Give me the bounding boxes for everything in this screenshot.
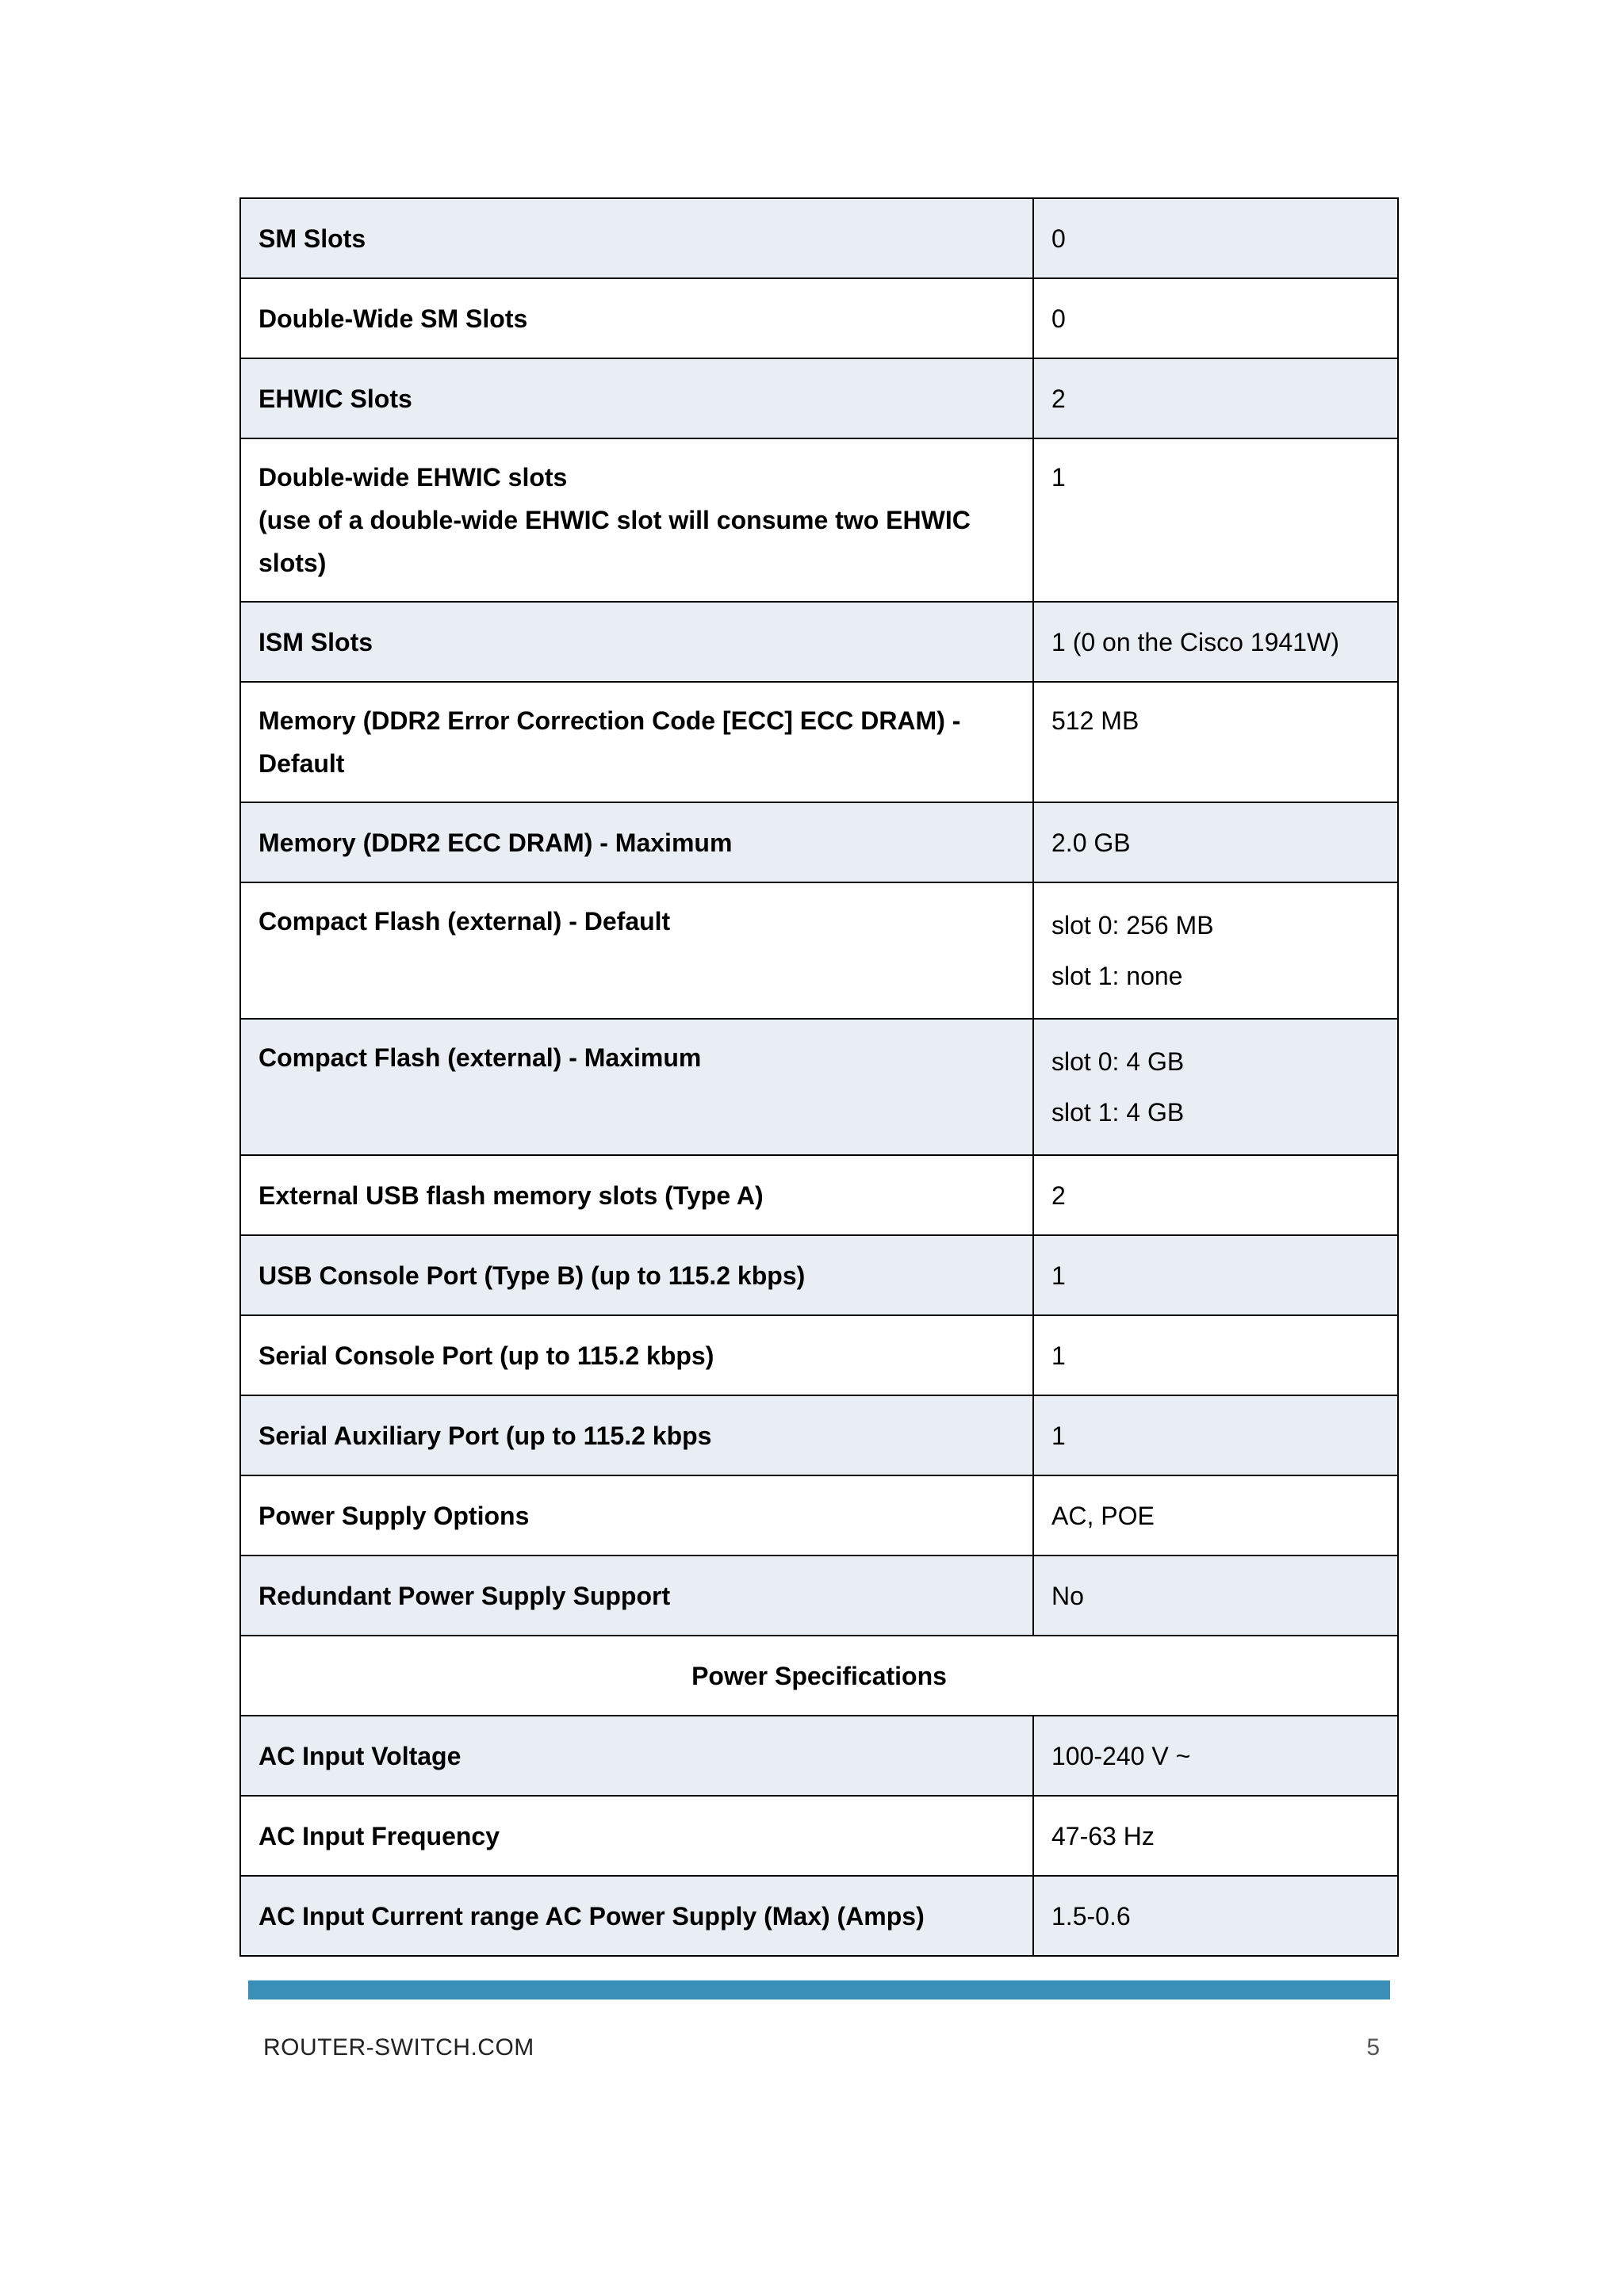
row-value xyxy=(1033,438,1398,602)
row-label xyxy=(240,1876,1033,1956)
table-row xyxy=(240,438,1398,602)
row-label xyxy=(240,1716,1033,1796)
row-value xyxy=(1033,278,1398,358)
row-value xyxy=(1033,1155,1398,1235)
table-row xyxy=(240,1395,1398,1475)
row-value xyxy=(1033,198,1398,278)
row-label xyxy=(240,278,1033,358)
footer-divider-bar xyxy=(248,1980,1390,1999)
row-label-text: External USB flash memory slots (Type A) xyxy=(259,1181,764,1210)
footer-site-name: ROUTER-SWITCH.COM xyxy=(263,2034,534,2061)
row-value-text: slot 0: 4 GB xyxy=(1051,1047,1185,1076)
row-value-text: AC, POE xyxy=(1051,1501,1155,1530)
row-value xyxy=(1033,1019,1398,1155)
row-label-text: ISM Slots xyxy=(259,627,373,656)
row-label xyxy=(240,802,1033,882)
row-label-text: EHWIC Slots xyxy=(259,384,412,413)
spec-table xyxy=(239,197,1399,1957)
row-value-text: No xyxy=(1051,1581,1084,1610)
table-row xyxy=(240,1716,1398,1796)
row-value xyxy=(1033,602,1398,682)
row-label xyxy=(240,1395,1033,1475)
table-row xyxy=(240,1475,1398,1556)
row-value xyxy=(1033,1315,1398,1395)
row-value-text: slot 1: 4 GB xyxy=(1051,1098,1185,1127)
table-row xyxy=(240,1796,1398,1876)
row-value-text: 0 xyxy=(1051,304,1066,333)
section-title: Power Specifications xyxy=(240,1636,1398,1716)
row-label-text: Serial Auxiliary Port (up to 115.2 kbps xyxy=(259,1421,712,1450)
row-label xyxy=(240,882,1033,1019)
row-value-text: 100-240 V ~ xyxy=(1051,1741,1191,1770)
row-label-text: slots) xyxy=(259,549,327,577)
row-label-text: USB Console Port (Type B) (up to 115.2 kbps) xyxy=(259,1261,806,1290)
row-label-text: Serial Console Port (up to 115.2 kbps) xyxy=(259,1341,714,1370)
row-value xyxy=(1033,1556,1398,1636)
row-label-text: Compact Flash (external) - Maximum xyxy=(259,1043,702,1072)
row-label xyxy=(240,682,1033,802)
row-label xyxy=(240,1019,1033,1155)
row-label-text: Redundant Power Supply Support xyxy=(259,1581,671,1610)
table-row xyxy=(240,1155,1398,1235)
row-value-text: 1 xyxy=(1051,1261,1066,1290)
row-label xyxy=(240,1315,1033,1395)
row-value xyxy=(1033,802,1398,882)
row-label xyxy=(240,438,1033,602)
table-row xyxy=(240,278,1398,358)
row-value-text: 2 xyxy=(1051,384,1066,413)
page-number: 5 xyxy=(1366,2034,1380,2061)
row-label-text: Power Supply Options xyxy=(259,1501,530,1530)
table-row xyxy=(240,1235,1398,1315)
table-row xyxy=(240,802,1398,882)
row-value xyxy=(1033,882,1398,1019)
row-value xyxy=(1033,1395,1398,1475)
row-value-text: 512 MB xyxy=(1051,706,1139,735)
table-row xyxy=(240,1019,1398,1155)
row-label-text: Memory (DDR2 ECC DRAM) - Maximum xyxy=(259,828,733,857)
row-label-text: AC Input Current range AC Power Supply (Max) (Amps) xyxy=(259,1901,925,1931)
row-label-text: AC Input Frequency xyxy=(259,1821,500,1850)
table-row xyxy=(240,358,1398,438)
row-value xyxy=(1033,1876,1398,1956)
table-row xyxy=(240,682,1398,802)
row-label-text: Compact Flash (external) - Default xyxy=(259,907,671,936)
table-row xyxy=(240,1556,1398,1636)
row-value xyxy=(1033,1796,1398,1876)
row-value-text: 47-63 Hz xyxy=(1051,1821,1155,1850)
table-row xyxy=(240,198,1398,278)
row-value-text: slot 1: none xyxy=(1051,962,1183,990)
row-label-text: (use of a double-wide EHWIC slot will consume two EHWIC xyxy=(259,506,971,534)
row-label-text: Default xyxy=(259,749,345,778)
row-label-text: AC Input Voltage xyxy=(259,1741,462,1770)
row-value xyxy=(1033,1235,1398,1315)
row-value-text: 0 xyxy=(1051,224,1066,253)
row-label-text: SM Slots xyxy=(259,224,366,253)
row-label xyxy=(240,1475,1033,1556)
row-label-text: Double-wide EHWIC slots xyxy=(259,463,568,492)
row-label xyxy=(240,1155,1033,1235)
row-label xyxy=(240,602,1033,682)
row-value-text: 1 xyxy=(1051,1421,1066,1450)
row-label xyxy=(240,198,1033,278)
row-value-text: 1 xyxy=(1051,1341,1066,1370)
table-row xyxy=(240,602,1398,682)
row-label xyxy=(240,1235,1033,1315)
row-value-text: 2.0 GB xyxy=(1051,828,1131,857)
row-label-text: Memory (DDR2 Error Correction Code [ECC] ECC DRAM) - xyxy=(259,706,961,735)
row-label xyxy=(240,1556,1033,1636)
row-value-text: slot 0: 256 MB xyxy=(1051,911,1214,939)
table-row xyxy=(240,1876,1398,1956)
row-value-text: 1 (0 on the Cisco 1941W) xyxy=(1051,627,1339,656)
table-row xyxy=(240,882,1398,1019)
row-value-text: 1.5-0.6 xyxy=(1051,1901,1131,1931)
row-value xyxy=(1033,358,1398,438)
table-row xyxy=(240,1315,1398,1395)
row-value xyxy=(1033,1716,1398,1796)
row-value-text: 2 xyxy=(1051,1181,1066,1210)
row-label xyxy=(240,1796,1033,1876)
row-label-text: Double-Wide SM Slots xyxy=(259,304,528,333)
row-label xyxy=(240,358,1033,438)
row-value xyxy=(1033,1475,1398,1556)
row-value-text: 1 xyxy=(1051,463,1066,492)
row-value xyxy=(1033,682,1398,802)
section-header-row xyxy=(240,1636,1398,1716)
